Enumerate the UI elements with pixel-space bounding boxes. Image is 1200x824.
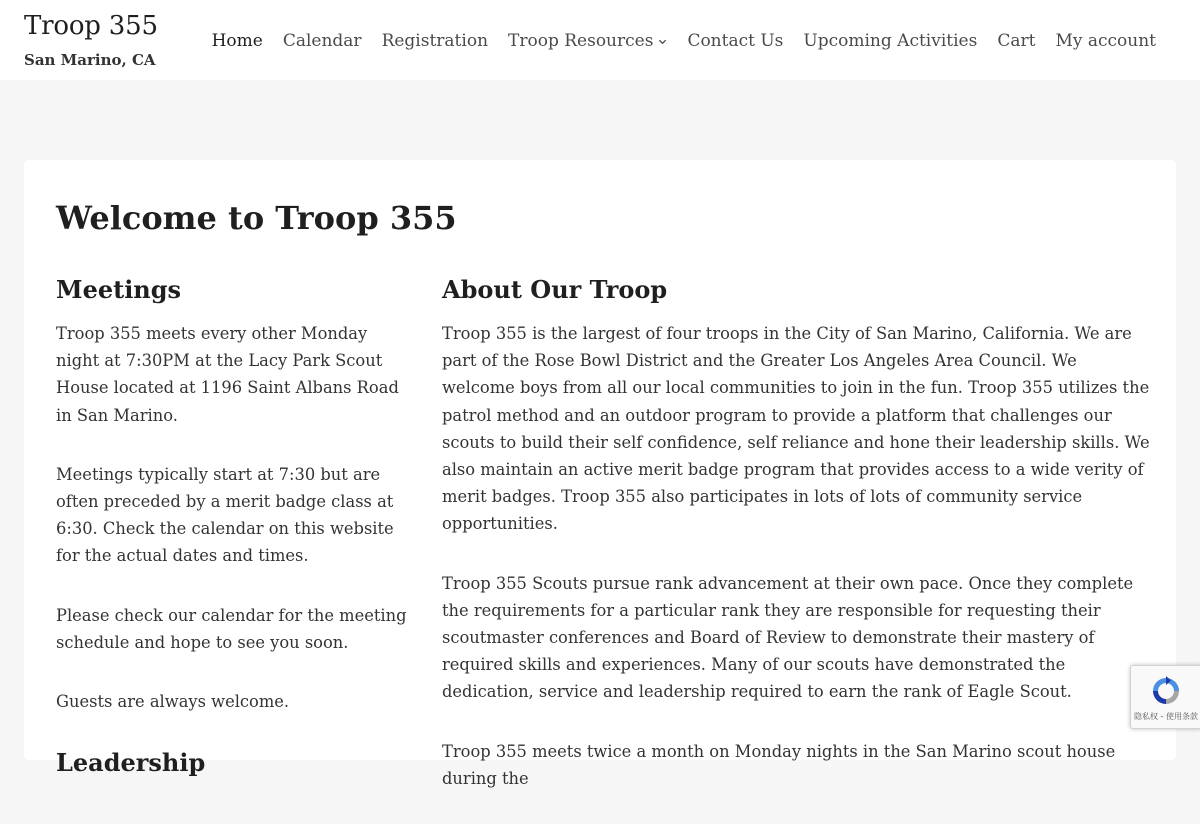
nav-item-label: Home	[211, 31, 263, 51]
page-title: Welcome to Troop 355	[56, 199, 457, 237]
nav-item-contact-us[interactable]	[677, 30, 793, 52]
nav-item-label: Troop Resources	[508, 31, 654, 51]
nav-item-label: Contact Us	[687, 31, 784, 51]
site-branding	[24, 10, 158, 70]
recaptcha-badge[interactable]	[1130, 665, 1200, 729]
meetings-paragraph: Guests are always welcome.	[56, 692, 290, 712]
nav-item-label: Calendar	[282, 31, 362, 51]
nav-item-registration[interactable]	[372, 30, 498, 52]
about-heading: About Our Troop	[442, 275, 668, 304]
meetings-heading: Meetings	[56, 275, 182, 304]
leadership-heading: Leadership	[56, 748, 206, 778]
site-header	[0, 0, 1200, 80]
nav-item-troop-resources[interactable]	[498, 30, 677, 52]
recaptcha-terms[interactable]: 隐私权 - 使用条款	[1134, 712, 1198, 721]
about-paragraph: Troop 355 meets twice a month on Monday nights in the San Marino scout house during the	[442, 741, 1116, 788]
nav-item-label: Upcoming Activities	[803, 31, 978, 51]
about-paragraph: Troop 355 is the largest of four troops in the City of San Marino, California. We are part of the Rose Bowl District and the Greater Los Angeles Area Council. We welcome boys from all our local communities to join in the fun. Troop 355 utilizes the patrol method and an outdoor program to provide a platform that challenges our scouts to build their self confidence, self reliance and hone their leadership skills. We also maintain an active merit badge program that provides access to a wide verity of merit badges. Troop 355 also participates in lots of lots of community service opportunities.	[442, 324, 1150, 534]
nav-item-label: My account	[1055, 31, 1156, 51]
meetings-paragraph: Troop 355 meets every other Monday night at 7:30PM at the Lacy Park Scout House located at 1196 Saint Albans Road in San Marino.	[56, 324, 399, 425]
nav-item-label: Registration	[381, 31, 489, 51]
meetings-paragraph: Meetings typically start at 7:30 but are often preceded by a merit badge class at 6:30. Check the calendar on this website for the actual dates and times.	[56, 464, 394, 566]
about-paragraph: Troop 355 Scouts pursue rank advancement at their own pace. Once they complete the requirements for a particular rank they are responsible for requesting their scoutmaster conferences and Board of Review to demonstrate their mastery of required skills and experiences. Many of our scouts have demonstrated the dedication, service and leadership required to earn the rank of Eagle Scout.	[442, 573, 1134, 702]
nav-item-my-account[interactable]	[1045, 30, 1166, 52]
primary-nav	[202, 30, 1166, 52]
nav-item-home[interactable]	[202, 30, 273, 52]
site-title[interactable]: Troop 355	[24, 11, 158, 41]
recaptcha-icon	[1149, 674, 1183, 708]
nav-item-calendar[interactable]	[273, 30, 372, 52]
chevron-down-icon	[658, 37, 667, 46]
nav-item-cart[interactable]	[987, 30, 1045, 52]
content-card	[24, 160, 1176, 788]
nav-item-label: Cart	[997, 31, 1036, 51]
nav-item-upcoming-activities[interactable]	[793, 30, 987, 52]
about-section	[442, 274, 1152, 824]
meetings-paragraph: Please check our calendar for the meeting schedule and hope to see you soon.	[56, 605, 407, 652]
site-tagline: San Marino, CA	[24, 51, 156, 69]
meetings-section	[56, 274, 412, 793]
